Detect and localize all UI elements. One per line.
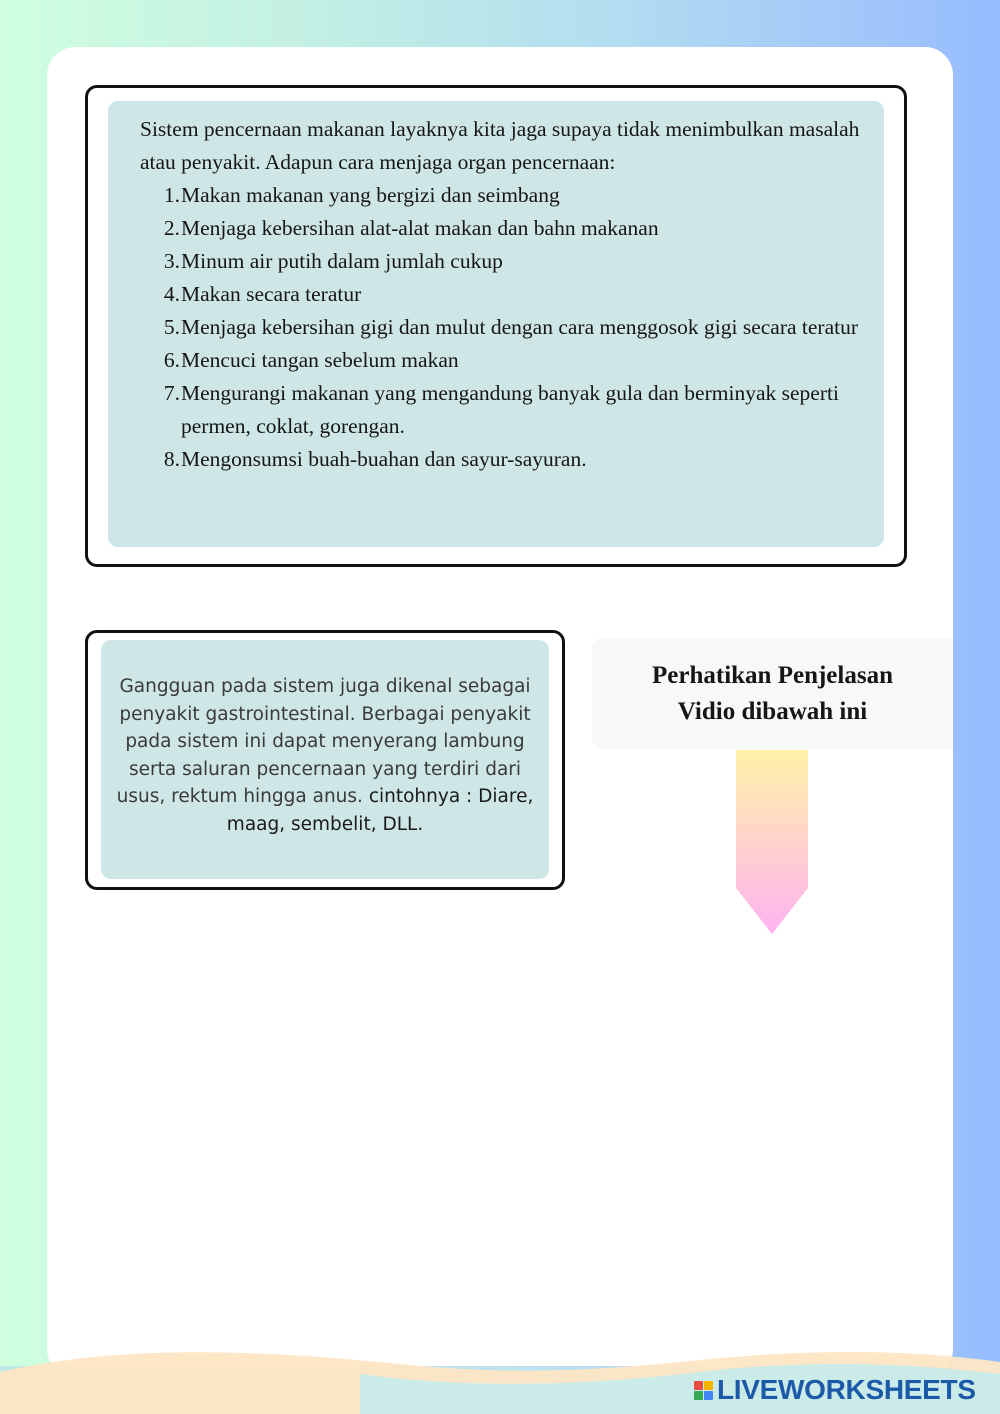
liveworksheets-logo[interactable] [694, 1374, 976, 1406]
list-item: 1. Makan makanan yang bergizi dan seimbang [163, 183, 560, 207]
list-item: 8. Mengonsumsi buah-buahan dan sayur-sayuran. [163, 447, 587, 471]
digestive-care-card [108, 101, 884, 547]
digestive-care-box [85, 85, 907, 567]
list-item: 4. Makan secara teratur [163, 282, 362, 306]
digestive-disorders-box [85, 630, 565, 890]
digestive-disorders-card [101, 640, 549, 879]
list-item: 3. Minum air putih dalam jumlah cukup [163, 249, 503, 273]
down-arrow-icon [736, 750, 808, 936]
liveworksheets-logo-icon [694, 1381, 713, 1400]
list-item: 6. Mencuci tangan sebelum makan [163, 348, 459, 372]
video-instruction-label: Perhatikan Penjelasan Vidio dibawah ini [592, 638, 953, 749]
list-item: 5. Menjaga kebersihan gigi dan mulut dengan cara menggosok gigi secara teratur [163, 315, 859, 339]
list-item: 2. Menjaga kebersihan alat-alat makan dan bahn makanan [163, 216, 659, 240]
digestive-care-intro: Sistem pencernaan makanan layaknya kita jaga supaya tidak menimbulkan masalah atau penyakit. Adapun cara menjaga organ pencernaan: [140, 117, 860, 174]
digestive-care-list [140, 179, 874, 476]
disorder-examples: cintohnya : Diare, maag, sembelit, DLL. [226, 786, 534, 835]
logo-text: LIVEWORKSHEETS [717, 1374, 976, 1405]
list-item: 7. Mengurangi makanan yang mengandung banyak gula dan berminyak seperti permen, coklat, gorengan. [163, 381, 839, 438]
digestive-disorders-text: Gangguan pada sistem juga dikenal sebagai penyakit gastrointestinal. Berbagai penyakit pada sistem ini dapat menyerang lambung serta saluran pencernaan yang terdiri dari usus, rektum hingga anus. cintohnya : Diare, maag, sembelit, DLL. [116, 676, 534, 835]
